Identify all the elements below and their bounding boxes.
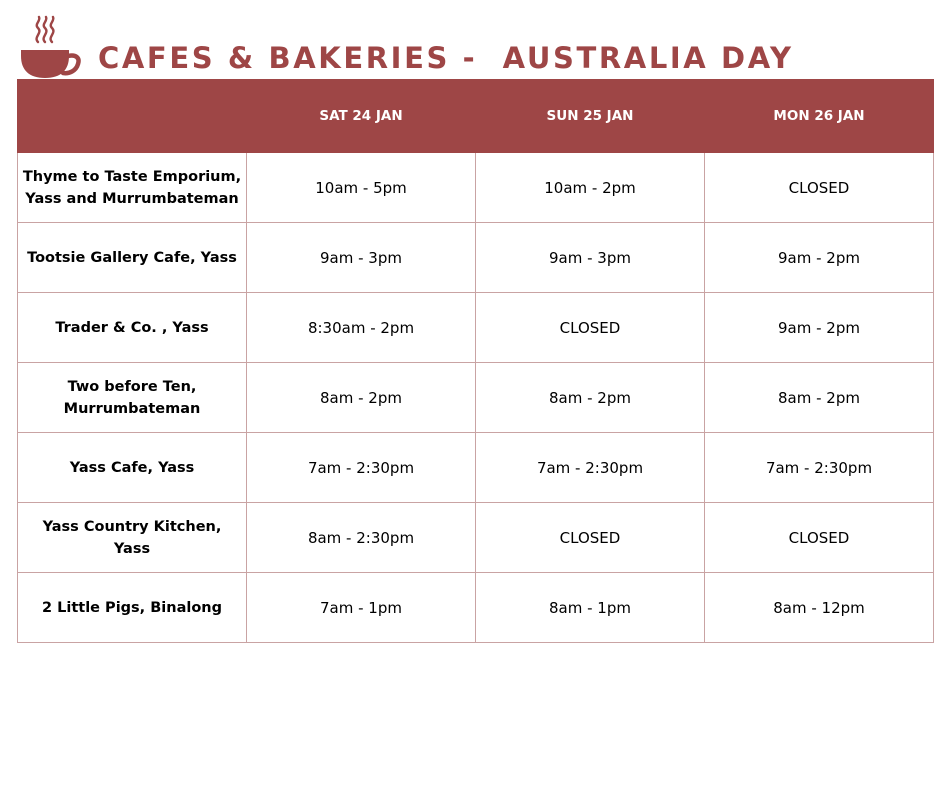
- column-header-sat: SAT 24 JAN: [247, 80, 476, 153]
- venue-name: Tootsie Gallery Cafe, Yass: [18, 223, 247, 293]
- hours-sun: CLOSED: [476, 293, 705, 363]
- hours-mon: CLOSED: [705, 503, 934, 573]
- hours-sun: 7am - 2:30pm: [476, 433, 705, 503]
- hours-sat: 8:30am - 2pm: [247, 293, 476, 363]
- table-row: [18, 433, 934, 503]
- venue-name: Thyme to Taste Emporium, Yass and Murrumbateman: [18, 153, 247, 223]
- table-row: [18, 363, 934, 433]
- hours-sun: 10am - 2pm: [476, 153, 705, 223]
- hours-mon: 9am - 2pm: [705, 293, 934, 363]
- hours-sat: 9am - 3pm: [247, 223, 476, 293]
- coffee-cup-icon: [18, 14, 82, 82]
- table-row: [18, 503, 934, 573]
- hours-sun: 9am - 3pm: [476, 223, 705, 293]
- column-header-sun: SUN 25 JAN: [476, 80, 705, 153]
- opening-hours-table: [17, 79, 934, 643]
- venue-name: 2 Little Pigs, Binalong: [18, 573, 247, 643]
- venue-name: Yass Cafe, Yass: [18, 433, 247, 503]
- column-header-venue: [18, 80, 247, 153]
- hours-mon: 8am - 12pm: [705, 573, 934, 643]
- venue-name: Two before Ten, Murrumbateman: [18, 363, 247, 433]
- table-row: [18, 293, 934, 363]
- table-row: [18, 153, 934, 223]
- hours-sun: CLOSED: [476, 503, 705, 573]
- hours-mon: CLOSED: [705, 153, 934, 223]
- hours-mon: 8am - 2pm: [705, 363, 934, 433]
- venue-name: Yass Country Kitchen, Yass: [18, 503, 247, 573]
- column-header-mon: MON 26 JAN: [705, 80, 934, 153]
- hours-sat: 8am - 2:30pm: [247, 503, 476, 573]
- hours-sat: 7am - 2:30pm: [247, 433, 476, 503]
- table-row: [18, 573, 934, 643]
- page-title: CAFES & BAKERIES - AUSTRALIA DAY: [98, 41, 794, 75]
- hours-mon: 7am - 2:30pm: [705, 433, 934, 503]
- hours-sun: 8am - 2pm: [476, 363, 705, 433]
- hours-sun: 8am - 1pm: [476, 573, 705, 643]
- table-header-row: [18, 80, 934, 153]
- hours-mon: 9am - 2pm: [705, 223, 934, 293]
- table-row: [18, 223, 934, 293]
- hours-sat: 8am - 2pm: [247, 363, 476, 433]
- hours-sat: 7am - 1pm: [247, 573, 476, 643]
- venue-name: Trader & Co. , Yass: [18, 293, 247, 363]
- hours-sat: 10am - 5pm: [247, 153, 476, 223]
